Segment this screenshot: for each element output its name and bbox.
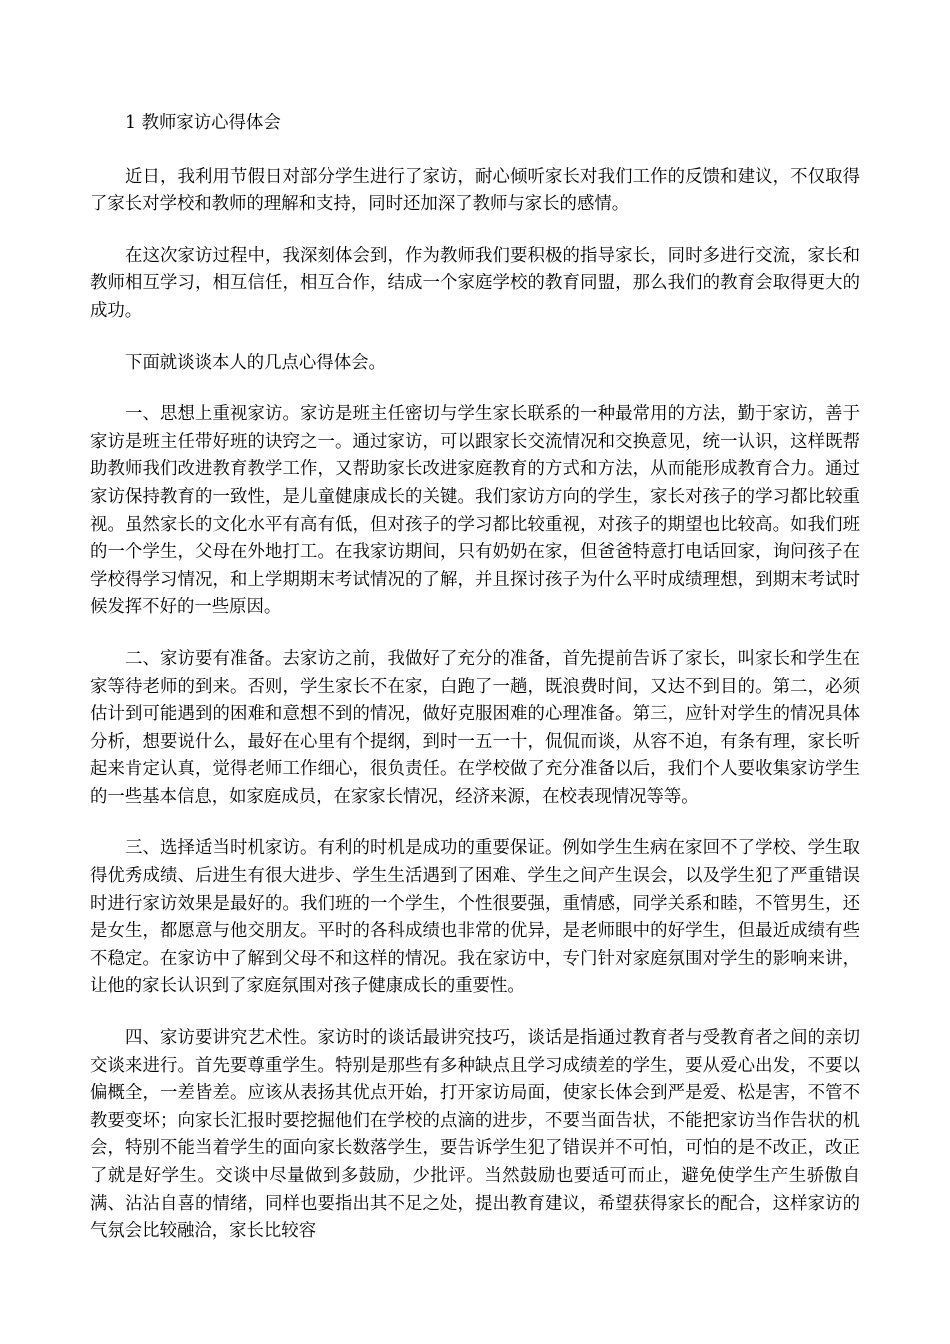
paragraph-intro: 近日，我利用节假日对部分学生进行了家访，耐心倾听家长对我们工作的反馈和建议，不仅取得了家长对学校和教师的理解和支持，同时还加深了教师与家长的感情。 (90, 166, 860, 215)
paragraph-point-1: 一、思想上重视家访。家访是班主任密切与学生家长联系的一种最常用的方法，勤于家访，善于家访是班主任带好班的诀窍之一。通过家访，可以跟家长交流情况和交换意见，统一认识，这样既帮助教师我们改进教育教学工作，又帮助家长改进家庭教育的方式和方法，从而能形成教育合力。通过家访保持教育的一致性，是儿童健康成长的关键。我们家访方向的学生，家长对孩子的学习都比较重视。虽然家长的文化水平有高有低，但对孩子的学习都比较重视，对孩子的期望也比较高。如我们班的一个学生，父母在外地打工。在我家访期间，只有奶奶在家，但爸爸特意打电话回家，询问孩子在学校得学习情况，和上学期期末考试情况的了解，并且探讨孩子为什么平时成绩理想，到期末考试时候发挥不好的一些原因。 (90, 404, 860, 618)
paragraph-point-2: 二、家访要有准备。去家访之前，我做好了充分的准备，首先提前告诉了家长，叫家长和学生在家等待老师的到来。否则，学生家长不在家，白跑了一趟，既浪费时间，又达不到目的。第二，必须估计到可能遇到的困难和意想不到的情况，做好克服困难的心理准备。第三，应针对学生的情况具体分析，想要说什么，最好在心里有个提纲，到时一五一十，侃侃而谈，从容不迫，有条有理，家长听起来肯定认真，觉得老师工作细心，很负责任。在学校做了充分准备以后，我们个人要收集家访学生的一些基本信息，如家庭成员，在家家长情况，经济来源，在校表现情况等等。 (90, 648, 860, 807)
paragraph-lead-in: 下面就谈谈本人的几点心得体会。 (125, 352, 386, 373)
paragraph-point-4: 四、家访要讲究艺术性。家访时的谈话最讲究技巧，谈话是指通过教育者与受教育者之间的亲切交谈来进行。首先要尊重学生。特别是那些有多种缺点且学习成绩差的学生，要从爱心出发，不要以偏概全，一差皆差。应该从表扬其优点开始，打开家访局面，使家长体会到严是爱、松是害，不管不教要变坏；向家长汇报时要挖掘他们在学校的点滴的进步，不要当面告状，不能把家访当作告状的机会，特别不能当着学生的面向家长数落学生，要告诉学生犯了错误并不可怕，可怕的是不改正，改正了就是好学生。交谈中尽量做到多鼓励，少批评。当然鼓励也要适可而止，避免使学生产生骄傲自满、沾沾自喜的情绪，同样也要指出其不足之处，提出教育建议，希望获得家长的配合，这样家访的气氛会比较融洽，家长比较容 (90, 1028, 860, 1242)
document-title: 1 教师家访心得体会 (125, 113, 281, 133)
paragraph-point-3: 三、选择适当时机家访。有利的时机是成功的重要保证。例如学生生病在家回不了学校、学生取得优秀成绩、后进生有很大进步、学生生活遇到了困难、学生之间产生误会，以及学生犯了严重错误时进行家访效果是最好的。我们班的一个学生，个性很要强，重情感，同学关系和睦，不管男生，还是女生，都愿意与他交朋友。平时的各科成绩也非常的优异，是老师眼中的好学生，但最近成绩有些不稳定。在家访中了解到父母不和这样的情况。我在家访中，专门针对家庭氛围对学生的影响来讲，让他的家长认识到了家庭氛围对孩子健康成长的重要性。 (90, 838, 860, 997)
paragraph-experience: 在这次家访过程中，我深刻体会到，作为教师我们要积极的指导家长，同时多进行交流，家长和教师相互学习，相互信任，相互合作，结成一个家庭学校的教育同盟，那么我们的教育会取得更大的成功。 (90, 245, 860, 321)
